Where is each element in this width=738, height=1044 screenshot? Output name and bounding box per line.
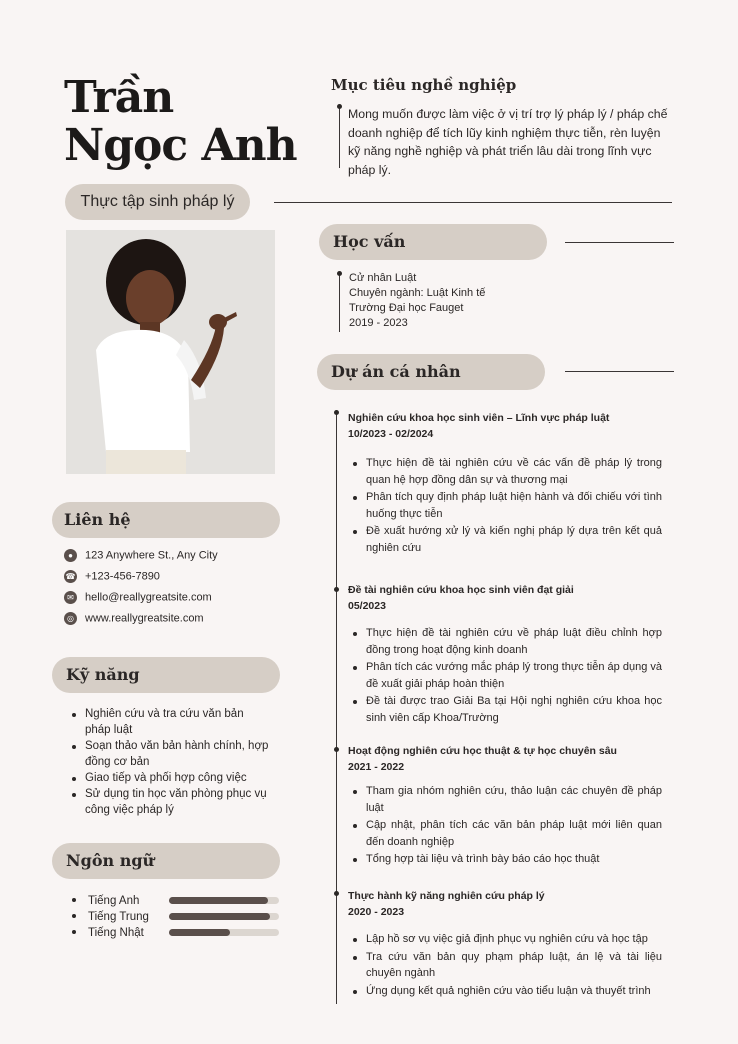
projects-divider <box>565 371 674 372</box>
list-item: Lập hồ sơ vụ việc giả định phục vụ nghiên cứu và học tập <box>350 931 662 948</box>
list-item: Tham gia nhóm nghiên cứu, thảo luận các chuyên đề pháp luật <box>350 783 662 816</box>
project-date: 2020 - 2023 <box>348 906 405 918</box>
contact-email: ✉ hello@reallygreatsite.com <box>64 591 212 604</box>
contact-website: ◎ www.reallygreatsite.com <box>64 612 204 625</box>
project-dot <box>334 891 339 896</box>
project-title: Nghiên cứu khoa học sinh viên – Lĩnh vực pháp luật <box>348 412 610 424</box>
project-3-header <box>348 743 617 775</box>
list-item: Tra cứu văn bản quy phạm pháp luật, án lệ và tài liệu chuyên ngành <box>350 949 662 982</box>
project-title: Hoạt động nghiên cứu học thuật & tự học chuyên sâu <box>348 745 617 757</box>
languages-heading: Ngôn ngữ <box>52 843 280 879</box>
job-title: Thực tập sinh pháp lý <box>65 184 250 220</box>
project-date: 10/2023 - 02/2024 <box>348 428 434 440</box>
objective-line <box>339 106 340 168</box>
skills-list <box>69 706 269 818</box>
language-item: Tiếng Nhật <box>69 927 144 939</box>
education-years: 2019 - 2023 <box>349 317 408 329</box>
list-item: Đề xuất hướng xử lý và kiến nghị pháp lý dựa trên kết quả nghiên cứu <box>350 523 662 556</box>
education-details <box>349 271 485 331</box>
projects-heading: Dự án cá nhân <box>317 354 545 390</box>
list-item: Phân tích các vướng mắc pháp lý trong thực tiễn áp dụng và đề xuất giải pháp hoàn thiện <box>350 659 662 692</box>
objective-dot <box>337 104 342 109</box>
profile-photo <box>66 230 275 474</box>
education-divider <box>565 242 674 243</box>
degree: Cử nhân Luật <box>349 272 417 284</box>
language-item: Tiếng Trung <box>69 911 149 923</box>
contact-address: ● 123 Anywhere St., Any City <box>64 549 218 562</box>
globe-icon: ◎ <box>64 612 77 625</box>
list-item: Nghiên cứu và tra cứu văn bản pháp luật <box>69 706 269 738</box>
location-icon: ● <box>64 549 77 562</box>
list-item: Giao tiếp và phối hợp công việc <box>69 770 269 786</box>
list-item: Thực hiện đề tài nghiên cứu về các vấn đề pháp lý trong quan hệ hợp đồng dân sự và thương mại <box>350 455 662 488</box>
email-icon: ✉ <box>64 591 77 604</box>
project-4-header <box>348 888 545 920</box>
school: Trường Đại học Fauget <box>349 302 464 314</box>
language-item: Tiếng Anh <box>69 895 139 907</box>
contact-heading: Liên hệ <box>52 502 280 538</box>
project-2-bullets <box>350 625 662 727</box>
project-dot <box>334 747 339 752</box>
language-level-bar <box>169 897 279 904</box>
list-item: Thực hiện đề tài nghiên cứu về pháp luật điều chỉnh hợp đồng trong hoạt động kinh doanh <box>350 625 662 658</box>
name-line-1: Trần <box>64 72 174 123</box>
list-item: Ứng dụng kết quả nghiên cứu vào tiểu luận và thuyết trình <box>350 983 662 1000</box>
education-heading: Học vấn <box>319 224 547 260</box>
list-item: Cập nhật, phân tích các văn bản pháp luật mới liên quan đến doanh nghiệp <box>350 817 662 850</box>
list-item: Tổng hợp tài liệu và trình bày báo cáo học thuật <box>350 851 662 868</box>
project-title: Đề tài nghiên cứu khoa học sinh viên đạt giải <box>348 584 574 596</box>
list-item: Phân tích quy định pháp luật hiện hành và đối chiếu với tình huống thực tiễn <box>350 489 662 522</box>
list-item: Đề tài được trao Giải Ba tại Hội nghị nghiên cứu khoa học sinh viên cấp Khoa/Trường <box>350 693 662 726</box>
list-item: Sử dụng tin học văn phòng phục vụ công việc pháp lý <box>69 786 269 818</box>
project-1-header <box>348 410 609 442</box>
project-date: 2021 - 2022 <box>348 761 405 773</box>
language-level-bar <box>169 913 279 920</box>
project-1-bullets <box>350 455 662 557</box>
education-dot <box>337 271 342 276</box>
project-date: 05/2023 <box>348 600 386 612</box>
project-3-bullets <box>350 783 662 869</box>
project-dot <box>334 587 339 592</box>
project-title: Thực hành kỹ năng nghiên cứu pháp lý <box>348 890 545 902</box>
divider <box>274 202 672 203</box>
contact-phone: ☎ +123-456-7890 <box>65 570 160 583</box>
phone-icon: ☎ <box>65 572 76 581</box>
objective-title: Mục tiêu nghề nghiệp <box>331 76 517 94</box>
language-level-bar <box>169 929 279 936</box>
name-line-2: Ngọc Anh <box>64 120 297 171</box>
list-item: Soạn thảo văn bản hành chính, hợp đồng cơ bản <box>69 738 269 770</box>
objective-text: Mong muốn được làm việc ở vị trí trợ lý pháp lý / pháp chế doanh nghiệp để tích lũy kinh nghiệm thực tiễn, rèn luyện kỹ năng nghề nghiệp và phát triển lâu dài trong lĩnh vực pháp lý. <box>348 107 668 177</box>
candidate-name <box>64 74 297 170</box>
major: Chuyên ngành: Luật Kinh tế <box>349 287 486 299</box>
project-2-header <box>348 582 574 614</box>
project-4-bullets <box>350 931 662 1000</box>
skills-heading: Kỹ năng <box>52 657 280 693</box>
education-line <box>339 274 340 332</box>
project-dot <box>334 410 339 415</box>
projects-timeline <box>336 412 337 1004</box>
